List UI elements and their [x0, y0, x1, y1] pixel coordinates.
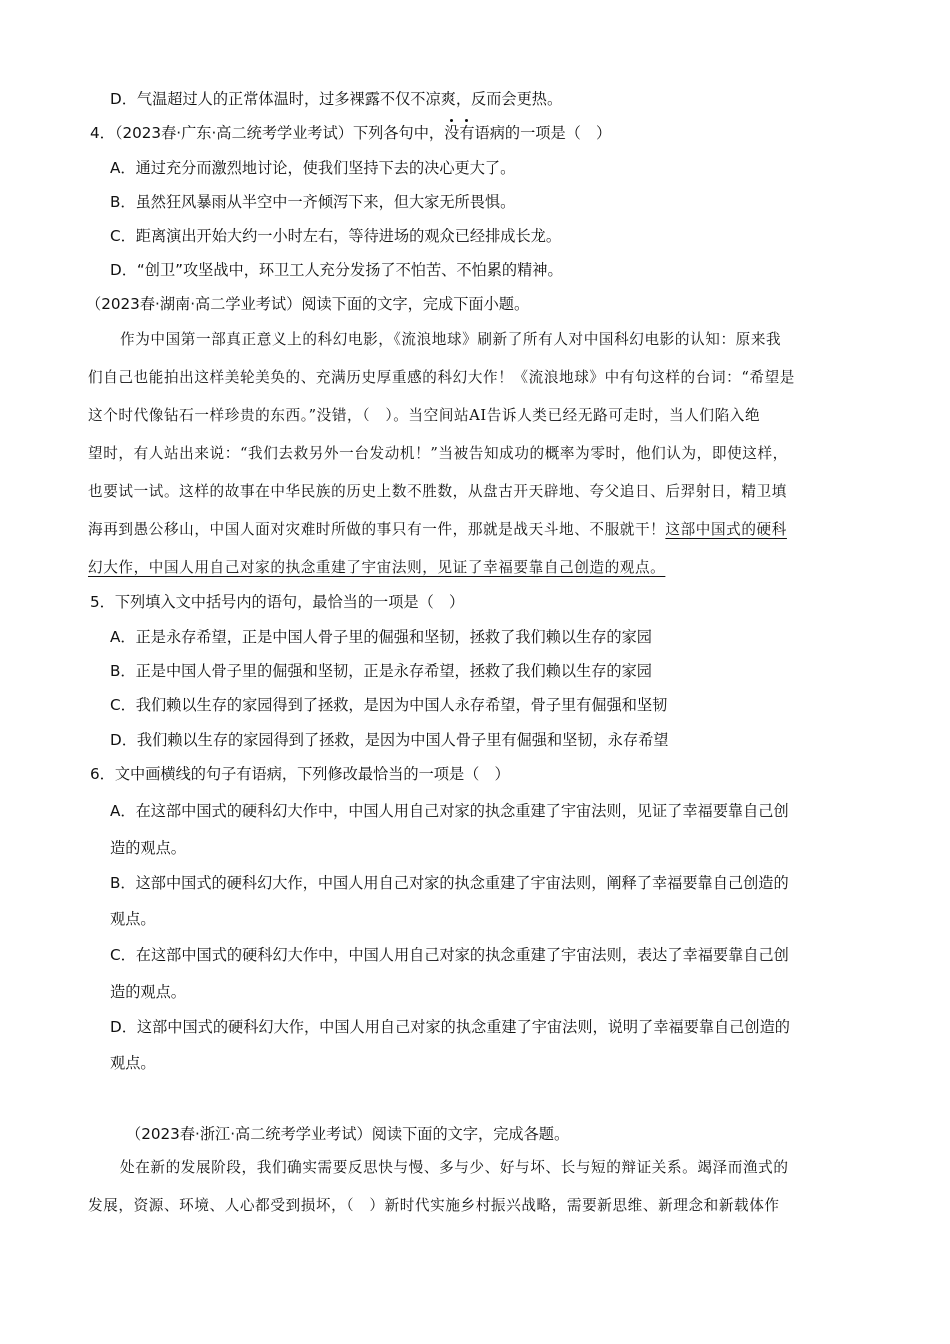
q4-stem-emphasis-2: 有 [459, 124, 475, 142]
q6-option-a: A．在这部中国式的硬科幻大作中，中国人用自己对家的执念重建了宇宙法则，见证了幸福要靠自己创 [110, 802, 789, 820]
q5-option-c: C．我们赖以生存的家园得到了拯救，是因为中国人永存希望，骨子里有倔强和坚韧 [110, 696, 668, 714]
q4-stem-prefix: 4．（2023春·广东·高二统考学业考试）下列各句中， [90, 124, 445, 142]
q4-option-d: D．“创卫”攻坚战中，环卫工人充分发扬了不怕苦、不怕累的精神。 [110, 261, 563, 279]
q4-option-b: B．虽然狂风暴雨从半空中一齐倾泻下来，但大家无所畏惧。 [110, 193, 516, 211]
hunan-passage-line-2: 们自己也能拍出这样美轮美奂的、充满历史厚重感的科幻大作！《流浪地球》中有句这样的台词：“希望是 [88, 369, 795, 386]
q6-stem: 6．文中画横线的句子有语病，下列修改最恰当的一项是（ ） [90, 765, 510, 783]
hunan-source: （2023春·湖南·高二学业考试）阅读下面的文字，完成下面小题。 [86, 295, 530, 313]
zhejiang-source: （2023春·浙江·高二统考学业考试）阅读下面的文字，完成各题。 [126, 1125, 570, 1143]
q5-option-a: A．正是永存希望，正是中国人骨子里的倔强和坚韧，拯救了我们赖以生存的家园 [110, 628, 652, 646]
q6-option-a-continued: 造的观点。 [110, 839, 186, 857]
hunan-passage-line-6-text: 海再到愚公移山，中国人面对灾难时所做的事只有一件，那就是战天斗地、不服就干！ [88, 521, 666, 538]
q4-stem-suffix: 语病的一项是（ ） [474, 124, 612, 142]
hunan-passage-line-6 [88, 520, 787, 540]
q6-option-d-continued: 观点。 [110, 1054, 156, 1072]
q4-option-c: C．距离演出开始大约一小时左右，等待进场的观众已经排成长龙。 [110, 227, 562, 245]
q5-option-b: B．正是中国人骨子里的倔强和坚韧，正是永存希望，拯救了我们赖以生存的家园 [110, 662, 652, 680]
hunan-passage-line-4: 望时，有人站出来说：“我们去救另外一台发动机！”当被告知成功的概率为零时，他们认为，即使这样， [88, 445, 788, 462]
q5-stem: 5．下列填入文中括号内的语句，最恰当的一项是（ ） [90, 593, 465, 611]
underlined-sentence-part-1: 这部中国式的硬科 [665, 521, 787, 538]
q4-stem [90, 123, 611, 143]
q4-option-a: A．通过充分而激烈地讨论，使我们坚持下去的决心更大了。 [110, 159, 516, 177]
q3-option-d: D．气温超过人的正常体温时，过多裸露不仅不凉爽，反而会更热。 [110, 90, 563, 108]
zhejiang-passage-line-2: 发展，资源、环境、人心都受到损坏，（ ）新时代实施乡村振兴战略，需要新思维、新理念和新载体作 [88, 1197, 780, 1214]
q4-stem-emphasis-1: 没 [444, 124, 460, 142]
q6-option-c-continued: 造的观点。 [110, 983, 186, 1001]
hunan-passage-line-1: 作为中国第一部真正意义上的科幻电影，《流浪地球》刷新了所有人对中国科幻电影的认知：原来我 [120, 331, 782, 348]
underlined-sentence-part-2: 幻大作，中国人用自己对家的执念重建了宇宙法则，见证了幸福要靠自己创造的观点。 [88, 559, 666, 576]
hunan-passage-line-3: 这个时代像钻石一样珍贵的东西。”没错，（ ）。当空间站AI告诉人类已经无路可走时，当人们陷入绝 [88, 407, 761, 424]
q6-option-b-continued: 观点。 [110, 910, 156, 928]
zhejiang-passage-line-1: 处在新的发展阶段，我们确实需要反思快与慢、多与少、好与坏、长与短的辩证关系。竭泽而渔式的 [120, 1159, 789, 1176]
q6-option-d: D．这部中国式的硬科幻大作，中国人用自己对家的执念重建了宇宙法则，说明了幸福要靠自己创造的 [110, 1018, 790, 1036]
q5-option-d: D．我们赖以生存的家园得到了拯救，是因为中国人骨子里有倔强和坚韧，永存希望 [110, 731, 669, 749]
q6-option-c: C．在这部中国式的硬科幻大作中，中国人用自己对家的执念重建了宇宙法则，表达了幸福要靠自己创 [110, 946, 789, 964]
q6-option-b: B．这部中国式的硬科幻大作，中国人用自己对家的执念重建了宇宙法则，阐释了幸福要靠自己创造的 [110, 874, 789, 892]
hunan-passage-line-5: 也要试一试。这样的故事在中华民族的历史上数不胜数，从盘古开天辟地、夸父追日、后羿射日，精卫填 [88, 483, 787, 500]
